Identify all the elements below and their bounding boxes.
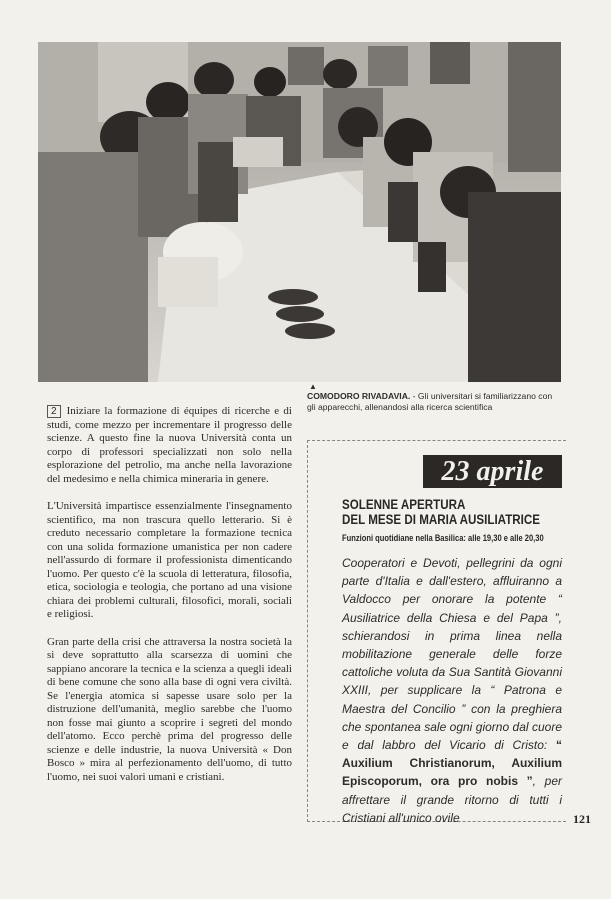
latin-invocation: “ Auxilium Christianorum, Auxilium Episcoporum, ora pro nobis ” bbox=[342, 738, 562, 789]
announcement-heading bbox=[342, 497, 541, 527]
section-number-box: 2 bbox=[47, 405, 61, 418]
heading-line-1: SOLENNE APERTURA bbox=[342, 497, 466, 512]
left-column-article bbox=[47, 405, 292, 798]
caption-place: COMODORO RIVADAVIA. bbox=[307, 391, 411, 401]
students-laboratory-photo bbox=[38, 42, 561, 382]
paragraph-1: 2 Iniziare la formazione di équipes di ricerche e di studi, come mezzo per incrementare il progresso delle scienze. A questo fine la nuova Università conta un corpo di professori specializzati non solo nella esplorazione del petrolio, ma anche nella lavorazione del medesimo e nella chimica mineraria in genere. bbox=[47, 405, 292, 485]
photo-caption bbox=[307, 383, 563, 412]
caption-text: - Gli universitari si familiarizzano con gli apparecchi, allenandosi alla ricerca scientifica bbox=[307, 391, 553, 412]
heading-line-2: DEL MESE DI MARIA AUSILIATRICE bbox=[342, 512, 541, 527]
paragraph-2: L'Università impartisce essenzialmente l'insegnamento scientifico, ma non trascura quello letterario. Si è creduto necessario completare la formazione tecnica con una solida formazione umanistica per non cadere nell'assurdo di formare il professionista dimenticando l'uomo. Per questo c'è la scuola di letteratura, filosofia, etica, sociologia e teologia, che portano ad una visione chiara dei problemi culturali, filosofici, morali, sociali e religiosi. bbox=[47, 500, 292, 620]
announcement-schedule: Funzioni quotidiane nella Basilica: alle 19,30 e alle 20,30 bbox=[342, 533, 544, 543]
caption-triangle-icon: ▲ bbox=[309, 382, 317, 391]
date-banner: 23 aprile bbox=[423, 455, 562, 488]
paragraph-3: Gran parte della crisi che attraversa la nostra società la si deve soprattutto alla scarsezza di uomini che sappiano ancorare la tecnica e la scienza a quegli ideali di bene comune che sono alla base di ogni vera civiltà. Se l'energia atomica si sapesse usare solo per la distruzione dell'umanità, meglio sarebbe che l'uomo non fosse mai giunto a scoprire i segreti del mondo dell'atomo. Ecco perchè prima del progresso delle scienze e delle industrie, la nuova Università « Don Bosco » mira al perfezionamento dell'uomo, di tutto l'uomo, nei suoi valori umani e cristiani. bbox=[47, 635, 292, 783]
announcement-body: Cooperatori e Devoti, pellegrini da ogni parte d'Italia e dall'estero, affluiranno a Valdocco per onorare la potente “ Ausiliatrice della Chiesa e del Papa ”, schierandosi in prima linea nella mobilitazione generale delle forze cattoliche voluta da Sua Santità Giovanni XXIII, per supplicare la “ Patrona e Maestra del Concilio ” con la preghiera che spontanea sale ogni giorno dal cuore e dal labbro del Vicario di Cristo: “ Auxilium Christianorum, Auxilium Episcoporum, ora pro nobis ”, per affrettare il grande ritorno di tutti i Cristiani all'unico ovile bbox=[342, 556, 562, 825]
page-number: 121 bbox=[573, 812, 591, 826]
